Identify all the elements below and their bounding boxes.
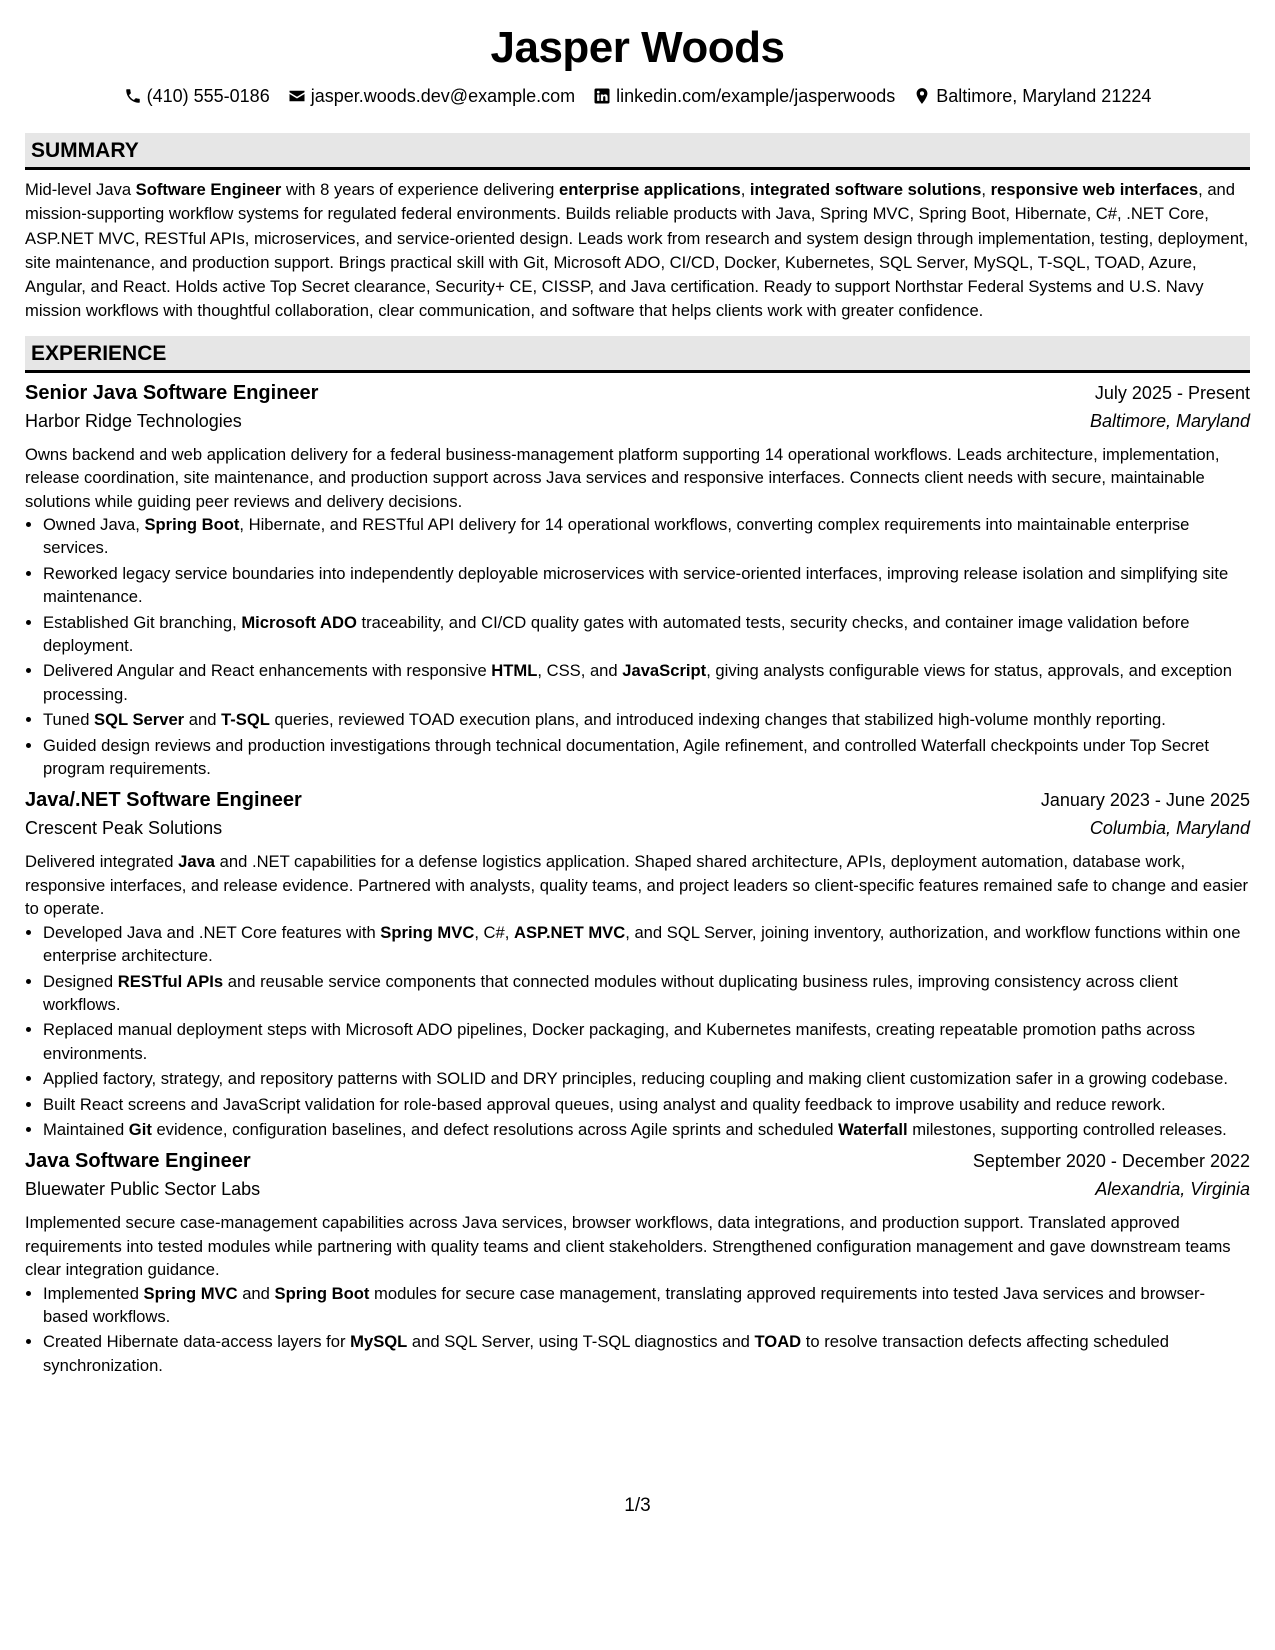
bold-keyword: responsive web interfaces [990,180,1199,199]
job-description [25,850,1250,920]
bold-keyword: Spring MVC [143,1283,238,1303]
text-run: Reworked legacy service boundaries into independently deployable microservices with service-oriented interfaces, improving release isolation and simplifying site maintenance. [43,563,1229,607]
job-entry [25,1147,1250,1377]
bold-keyword: Java [178,852,216,872]
text-run: and [237,1283,275,1303]
text-run: and SQL Server, using T-SQL diagnostics and [407,1332,755,1352]
job-bullets [25,921,1250,1142]
bullet-item [43,611,1250,658]
text-run: Guided design reviews and production investigations through technical documentation, Agile refinement, and controlled Waterfall checkpoints under Top Secret program requirements. [43,735,1209,779]
job-location: Baltimore, Maryland [1089,410,1250,431]
text-run: traceability, and CI/CD quality gates with automated tests, security checks, and container image validation before deployment. [43,612,1190,656]
text-run: Designed [43,971,118,991]
bold-keyword: JavaScript [622,661,707,681]
job-dates: July 2025 - Present [1094,382,1250,403]
text-run: Mid-level Java [25,180,136,199]
text-run: modules for secure case management, translating approved requirements into tested Java services and browser-based workflows. [43,1283,1206,1326]
company-name: Harbor Ridge Technologies [25,410,242,431]
bold-keyword: Software Engineer [135,180,282,199]
bold-keyword: Spring Boot [144,515,240,534]
text-run: Created Hibernate data-access layers for [43,1332,351,1352]
text-run: , [740,180,750,199]
bullet-item [43,659,1250,706]
job-title: Senior Java Software Engineer [25,381,319,404]
text-run: , CSS, and [537,661,623,681]
contact-email [288,84,575,108]
summary-paragraph [25,178,1250,324]
job-location: Alexandria, Virginia [1095,1179,1250,1200]
envelope-icon [288,87,306,105]
bullet-item [43,562,1250,609]
text-run: Tuned [43,710,95,730]
bold-keyword: Git [128,1119,152,1139]
bullet-item [43,1118,1250,1141]
job-description: Implemented secure case-management capabilities across Java services, browser workflows, data integrations, and production support. Translated approved requirements into tested modules while partnering with quality teams and client stakeholders. Strengthened configuration management and gave downstream teams clear integration guidance. [25,1213,1231,1280]
company-name: Bluewater Public Sector Labs [25,1179,261,1200]
text-run: , [981,180,991,199]
bullet-item [43,1330,1250,1377]
bold-keyword: T-SQL [221,710,270,730]
text-run: Developed Java and .NET Core features with [43,922,381,942]
job-title: Java/.NET Software Engineer [25,789,302,812]
bold-keyword: SQL Server [94,710,185,730]
bullet-item [43,708,1250,731]
page-number: 1/3 [624,1495,651,1516]
job-location: Columbia, Maryland [1089,818,1250,839]
bullet-item [43,921,1250,968]
bold-keyword: Spring Boot [274,1283,370,1303]
contact-bar [25,84,1250,108]
text-run: and reusable service components that connected modules without duplicating business rules, improving consistency across client workflows. [43,971,1178,1014]
text-run: Replaced manual deployment steps with Microsoft ADO pipelines, Docker packaging, and Kubernetes manifests, creating repeatable promotion paths across environments. [43,1020,1196,1063]
bullet-item [43,970,1250,1017]
job-dates: September 2020 - December 2022 [972,1151,1250,1172]
linkedin-link[interactable]: linkedin.com/example/jasperwoods [616,86,896,106]
text-run: Owned Java, [43,515,145,534]
bold-keyword: ASP.NET MVC [513,922,626,942]
job-bullets [25,1282,1250,1378]
bold-keyword: HTML [491,661,538,681]
bold-keyword: Microsoft ADO [241,612,357,632]
bold-keyword: Spring MVC [380,922,475,942]
text-run: to resolve transaction defects affecting scheduled synchronization. [43,1332,1169,1375]
bold-keyword: integrated software solutions [749,180,982,199]
text-run: and .NET capabilities for a defense logistics application. Shaped shared architecture, APIs, deployment automation, database work, responsive interfaces, and release evidence. Partnered with analysts, quality teams, and project leaders so client-specific features remained safe to change and easier to operate. [25,852,1249,919]
text-run: , giving analysts configurable views for status, approvals, and exception processing. [43,661,1232,704]
job-title: Java Software Engineer [25,1150,251,1173]
experience-section-header: EXPERIENCE [25,336,1250,373]
bold-keyword: RESTful APIs [117,971,224,991]
bold-keyword: TOAD [754,1332,802,1352]
phone-text[interactable]: (410) 555-0186 [146,86,270,106]
text-run: evidence, configuration baselines, and defect resolutions across Agile sprints and scheduled [151,1119,839,1139]
bold-keyword: Waterfall [838,1119,908,1139]
text-run: Delivered Angular and React enhancements with responsive [43,661,492,681]
bullet-item [43,1282,1250,1329]
text-run: , and mission-supporting workflow systems for regulated federal environments. Builds reliable products with Java, Spring MVC, Spring Boot, Hibernate, C#, .NET Core, ASP.NET MVC, RESTful APIs, microservices, and service-oriented design. Leads work from research and system design through implementation, testing, deployment, site maintenance, and production support. Brings practical skill with Git, Microsoft ADO, CI/CD, Docker, Kubernetes, SQL Server, MySQL, T-SQL, TOAD, Azure, Angular, and React. Holds active Top Secret clearance, Security+ CE, CISSP, and Java certification. Ready to support Northstar Federal Systems and U.S. Navy mission workflows with thoughtful collaboration, clear communication, and software that helps clients work with greater confidence. [25,180,1249,321]
text-run: Delivered integrated [25,852,179,872]
map-pin-icon [913,87,931,105]
text-run: Applied factory, strategy, and repository patterns with SOLID and DRY principles, reducing coupling and making client customization safer in a growing codebase. [43,1069,1228,1089]
bullet-item [43,1093,1250,1116]
job-bullets [25,513,1250,780]
contact-linkedin [593,84,895,108]
job-entry [25,786,1250,1141]
job-entry [25,379,1250,781]
bullet-item [43,1067,1250,1090]
text-run: , C#, [474,922,514,942]
resume-page [25,0,1250,1379]
text-run: Maintained [43,1119,129,1139]
bullet-item [43,1018,1250,1065]
bold-keyword: MySQL [350,1332,408,1352]
text-run: , Hibernate, and RESTful API delivery for 14 operational workflows, converting complex requirements into maintainable enterprise services. [43,515,1190,558]
job-dates: January 2023 - June 2025 [1040,790,1250,811]
text-run: , and SQL Server, joining inventory, authorization, and workflow functions within one enterprise architecture. [43,922,1241,966]
contact-location [913,84,1151,108]
text-run: with 8 years of experience delivering [281,180,560,199]
email-link[interactable]: jasper.woods.dev@example.com [310,86,576,106]
text-run: Built React screens and JavaScript validation for role-based approval queues, using analyst and quality feedback to improve usability and reduce rework. [43,1094,1166,1114]
bullet-item [43,734,1250,781]
bold-keyword: enterprise applications [559,180,741,199]
linkedin-icon [593,87,611,105]
text-run: Implemented [43,1283,144,1303]
bullet-item [43,513,1250,560]
candidate-name: Jasper Woods [490,23,785,72]
text-run: queries, reviewed TOAD execution plans, and introduced indexing changes that stabilized high-volume monthly reporting. [269,710,1166,730]
company-name: Crescent Peak Solutions [25,818,223,839]
contact-phone [124,84,270,108]
job-description: Owns backend and web application delivery for a federal business-management platform supporting 14 operational workflows. Leads architecture, implementation, release coordination, site maintenance, and production support across Java services and responsive interfaces. Connects client needs with secure, maintainable solutions while guiding peer reviews and delivery decisions. [25,444,1220,511]
text-run: Established Git branching, [43,612,242,632]
text-run: and [184,710,222,730]
summary-section-header: SUMMARY [25,133,1250,170]
phone-icon [124,87,142,105]
text-run: milestones, supporting controlled releases. [907,1119,1227,1139]
location-text: Baltimore, Maryland 21224 [936,86,1152,106]
